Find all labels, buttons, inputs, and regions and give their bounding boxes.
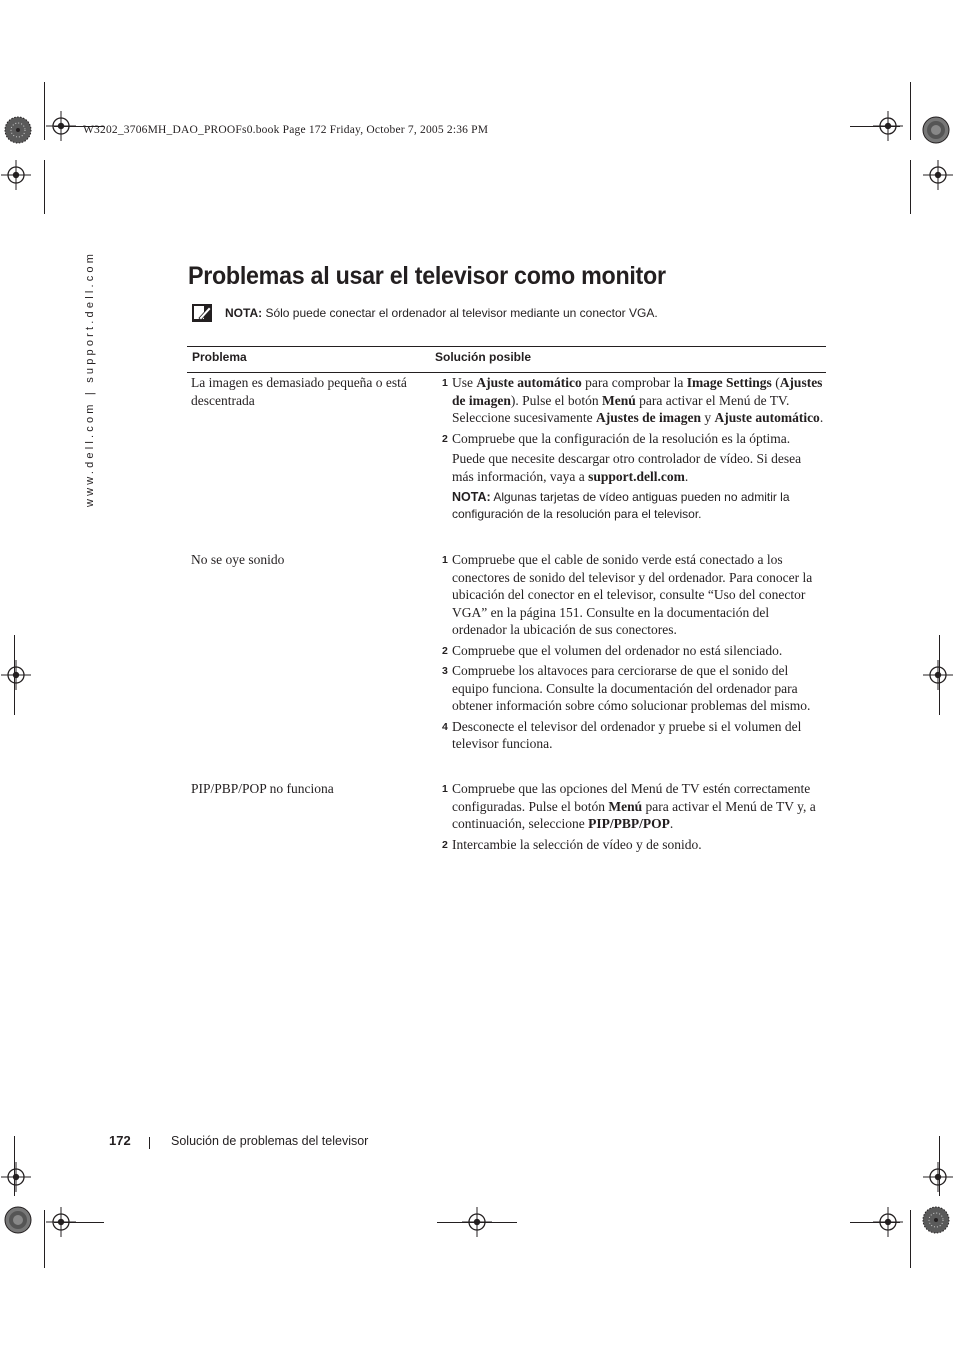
solution-cell: [442, 551, 826, 753]
step-number: 4: [442, 720, 448, 733]
registration-crosshair-icon: [1, 1162, 31, 1192]
registration-crosshair-icon: [462, 1207, 492, 1237]
solution-note: NOTA: Algunas tarjetas de vídeo antiguas pueden no admitir la configuración de la resolución para el televisor.: [452, 490, 790, 521]
solution-detail: Puede que necesite descargar otro controlador de vídeo. Si desea más información, vaya a support.dell.com.: [452, 451, 802, 484]
registration-crosshair-icon: [1, 160, 31, 190]
step-number: 1: [442, 554, 448, 566]
footer-separator: [149, 1137, 150, 1149]
solution-step: 2 Intercambie la selección de vídeo y de sonido.: [442, 836, 826, 854]
registration-crosshair-icon: [46, 1207, 76, 1237]
registration-crosshair-icon: [1, 660, 31, 690]
solution-step: 1 Use Ajuste automático para comprobar la Image Settings (Ajustes de imagen). Pulse el botón Menú para activar el Menú de TV. Seleccione sucesivamente Ajustes de imagen y Ajuste automático.: [442, 375, 824, 425]
solution-cell: [442, 780, 826, 853]
header-problem: Problema: [192, 350, 247, 364]
solution-step: 2 Compruebe que la configuración de la resolución es la óptima.: [442, 430, 826, 448]
solution-step: 1 Compruebe que las opciones del Menú de TV estén correctamente configuradas. Pulse el botón Menú para activar el Menú de TV y, a continuación, seleccione PIP/PBP/POP.: [442, 781, 816, 831]
solution-cell: [442, 374, 826, 523]
table-rule-top: [187, 346, 826, 347]
color-rosette-icon: [921, 1205, 951, 1235]
step-number: 1: [442, 377, 448, 389]
step-number: 2: [442, 644, 448, 657]
color-rosette-icon: [3, 115, 33, 145]
registration-crosshair-icon: [923, 160, 953, 190]
page-title: Problemas al usar el televisor como monitor: [188, 262, 666, 290]
proof-header: W3202_3706MH_DAO_PROOFs0.book Page 172 Friday, October 7, 2005 2:36 PM: [83, 124, 489, 136]
step-number: 2: [442, 432, 448, 445]
step-number: 3: [442, 665, 448, 677]
header-solution: Solución posible: [435, 350, 532, 364]
solution-step: 2 Compruebe que el volumen del ordenador no está silenciado.: [442, 642, 826, 660]
problem-cell: La imagen es demasiado pequeña o está descentrada: [191, 375, 407, 408]
color-rosette-icon: [3, 1205, 33, 1235]
registration-crosshair-icon: [873, 111, 903, 141]
problem-cell: PIP/PBP/POP no funciona: [191, 781, 334, 796]
side-url: www.dell.com | support.dell.com: [84, 250, 96, 507]
pencil-note-icon: [192, 304, 212, 322]
solution-step: 4 Desconecte el televisor del ordenador y pruebe si el volumen del televisor funciona.: [442, 718, 802, 751]
step-number: 1: [442, 783, 448, 795]
note-text: [225, 306, 658, 320]
solution-step: 1 Compruebe que el cable de sonido verde está conectado a los conectores de sonido del televisor y del ordenador. Para conocer la ubicación del conector en el televisor, consulte “Uso del conector VGA” en la página 151. Consulte en la documentación del ordenador la ubicación de sus conectores.: [442, 552, 813, 637]
note: [192, 304, 658, 322]
note-label: NOTA:: [225, 306, 263, 320]
step-number: 2: [442, 838, 448, 851]
page-number: 172: [109, 1133, 131, 1148]
problem-cell: No se oye sonido: [191, 552, 285, 567]
footer-section: Solución de problemas del televisor: [171, 1134, 369, 1148]
note-body: Sólo puede conectar el ordenador al televisor mediante un conector VGA.: [262, 306, 658, 320]
color-rosette-icon: [921, 115, 951, 145]
registration-crosshair-icon: [46, 111, 76, 141]
registration-crosshair-icon: [923, 1162, 953, 1192]
table-rule-head: [187, 372, 826, 373]
registration-crosshair-icon: [923, 660, 953, 690]
solution-step: 3 Compruebe los altavoces para cerciorarse de que el sonido del equipo funciona. Consulte la documentación del ordenador para obtener información sobre cómo solucionar problemas del mismo.: [442, 663, 811, 713]
registration-crosshair-icon: [873, 1207, 903, 1237]
